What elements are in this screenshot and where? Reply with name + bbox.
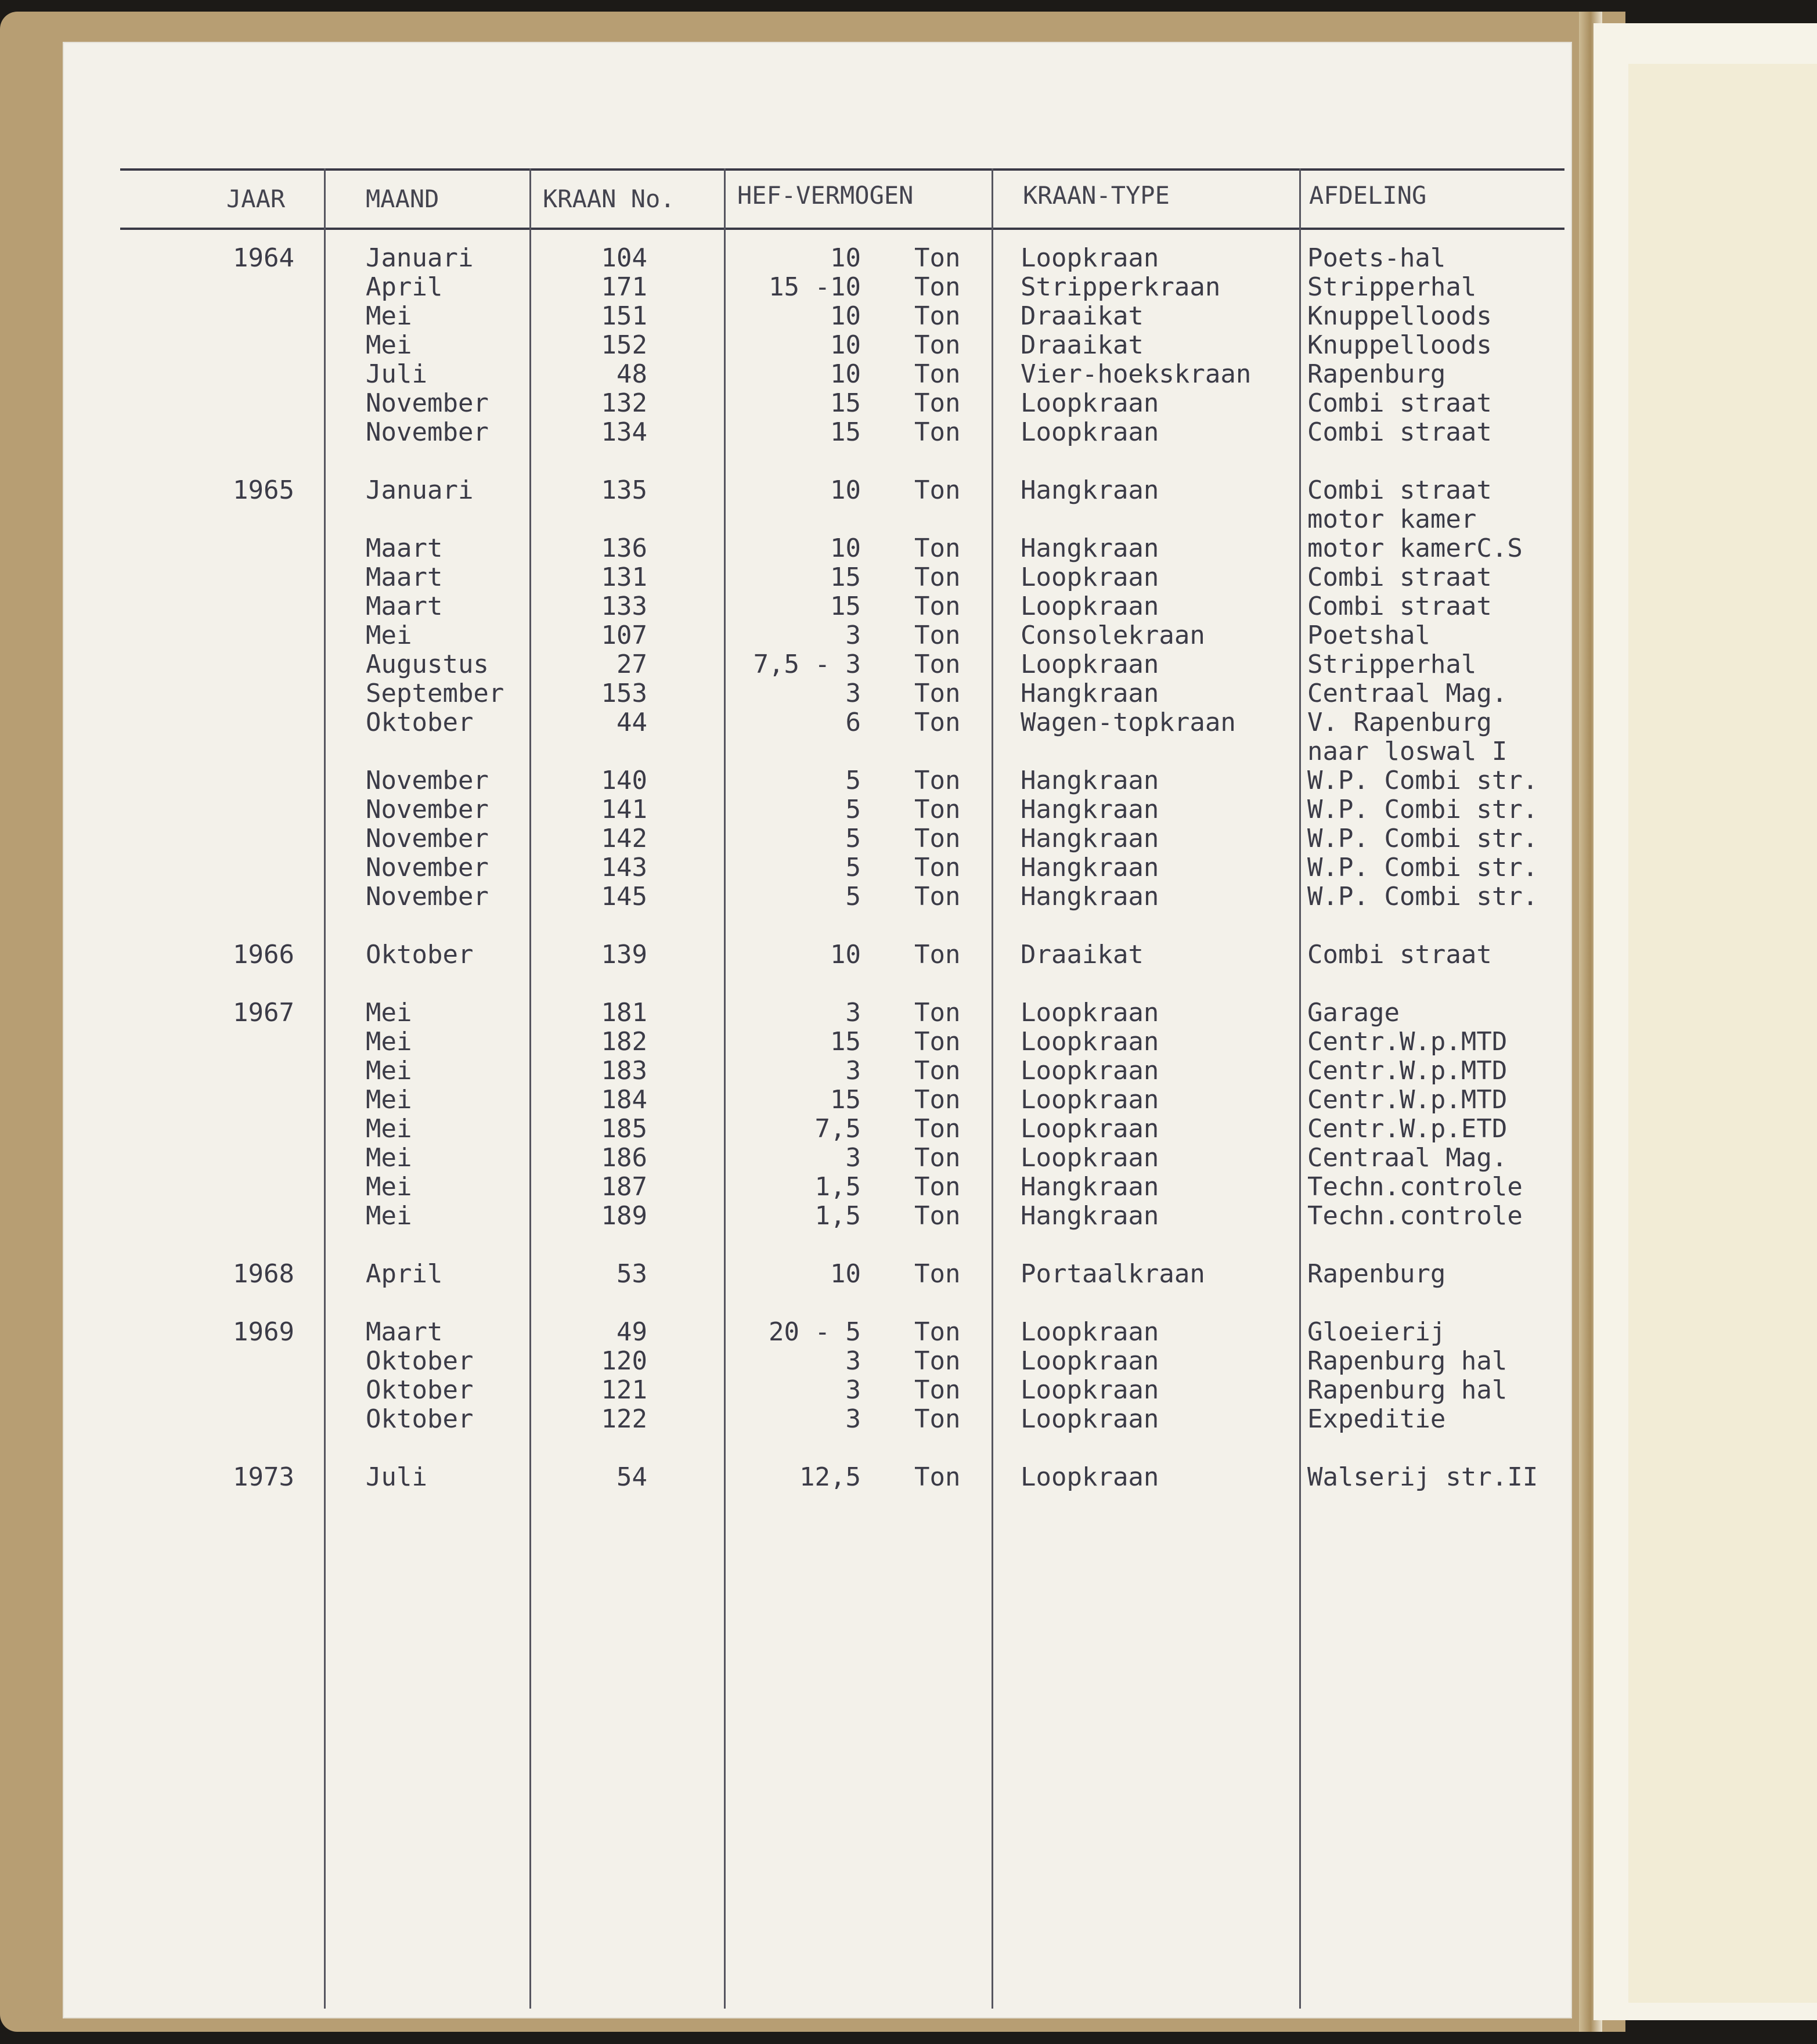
cell-crane-no: 107 [601, 621, 647, 650]
cell-month: Oktober [366, 708, 474, 737]
cell-unit: Ton [914, 940, 961, 969]
cell-unit: Ton [914, 1085, 961, 1115]
cell-crane-no: 53 [617, 1259, 647, 1289]
cell-unit: Ton [914, 824, 961, 853]
cell-capacity: 5 [845, 795, 861, 824]
cell-department: Centr.W.p.MTD [1307, 1056, 1508, 1086]
cell-crane-type: Loopkraan [1021, 1404, 1159, 1434]
cell-department: Centr.W.p.ETD [1307, 1114, 1508, 1144]
cell-capacity: 6 [845, 708, 861, 737]
cell-unit: Ton [914, 1201, 961, 1231]
cell-crane-type: Hangkraan [1021, 1201, 1159, 1231]
cell-crane-no: 141 [601, 795, 647, 824]
cell-unit: Ton [914, 1172, 961, 1202]
cell-crane-no: 145 [601, 882, 647, 911]
header-month: MAAND [366, 185, 439, 213]
cell-capacity: 5 [845, 824, 861, 853]
cell-month: Mei [366, 1056, 412, 1086]
cell-crane-type: Stripperkraan [1021, 272, 1221, 302]
cell-year: 1965 [233, 475, 294, 505]
cell-department: Poetshal [1307, 621, 1430, 650]
cell-year: 1966 [233, 940, 294, 969]
cell-month: Mei [366, 1114, 412, 1144]
cell-crane-no: 182 [601, 1027, 647, 1057]
cell-unit: Ton [914, 708, 961, 737]
cell-unit: Ton [914, 1462, 961, 1492]
cell-crane-type: Loopkraan [1021, 1317, 1159, 1347]
cell-unit: Ton [914, 475, 961, 505]
cell-unit: Ton [914, 1375, 961, 1405]
cell-department: Expeditie [1307, 1404, 1446, 1434]
cell-department: Garage [1307, 998, 1400, 1028]
cell-crane-type: Hangkraan [1021, 1172, 1159, 1202]
cell-capacity: 7,5 [814, 1114, 861, 1144]
cell-capacity: 7,5 - 3 [753, 650, 861, 679]
cell-capacity: 5 [845, 853, 861, 882]
cell-department: Gloeierij [1307, 1317, 1446, 1347]
cell-capacity: 1,5 [814, 1201, 861, 1231]
header-year: JAAR [226, 185, 286, 213]
cell-unit: Ton [914, 563, 961, 592]
cell-capacity: 10 [830, 940, 861, 969]
cell-department: Centraal Mag. [1307, 1143, 1508, 1173]
cell-crane-no: 120 [601, 1346, 647, 1376]
cell-month: Mei [366, 301, 412, 331]
cell-capacity: 3 [845, 679, 861, 708]
cell-capacity: 10 [830, 475, 861, 505]
cell-unit: Ton [914, 882, 961, 911]
cell-department: W.P. Combi str. [1307, 766, 1538, 795]
cell-unit: Ton [914, 272, 961, 302]
cell-crane-no: 131 [601, 563, 647, 592]
cell-department: Stripperhal [1307, 272, 1477, 302]
table-top-rule [120, 168, 1564, 171]
cell-department: Techn.controle [1307, 1172, 1523, 1202]
column-rule [992, 168, 993, 2009]
cell-crane-type: Hangkraan [1021, 824, 1159, 853]
cell-crane-no: 122 [601, 1404, 647, 1434]
cell-crane-type: Wagen-topkraan [1021, 708, 1236, 737]
column-rule [324, 168, 326, 2009]
cell-crane-no: 184 [601, 1085, 647, 1115]
cell-unit: Ton [914, 853, 961, 882]
cell-month: Oktober [366, 940, 474, 969]
cell-crane-type: Loopkraan [1021, 1346, 1159, 1376]
cell-department: Combi straat [1307, 940, 1492, 969]
cell-month: November [366, 882, 489, 911]
cell-crane-no: 189 [601, 1201, 647, 1231]
cell-crane-no: 121 [601, 1375, 647, 1405]
cell-crane-no: 151 [601, 301, 647, 331]
cell-unit: Ton [914, 1143, 961, 1173]
cell-year: 1967 [233, 998, 294, 1028]
cell-crane-type: Loopkraan [1021, 1056, 1159, 1086]
cell-year: 1973 [233, 1462, 294, 1492]
cell-month: Augustus [366, 650, 489, 679]
cell-crane-type: Vier-hoekskraan [1021, 359, 1252, 389]
cell-crane-type: Draaikat [1021, 330, 1144, 360]
cell-month: November [366, 388, 489, 418]
cell-unit: Ton [914, 243, 961, 273]
cell-month: Juli [366, 359, 427, 389]
cell-crane-type: Loopkraan [1021, 592, 1159, 621]
cell-crane-type: Loopkraan [1021, 998, 1159, 1028]
cell-month: November [366, 795, 489, 824]
header-crane-no: KRAAN No. [543, 185, 675, 213]
cell-department: W.P. Combi str. [1307, 795, 1538, 824]
cell-unit: Ton [914, 795, 961, 824]
cell-crane-type: Hangkraan [1021, 853, 1159, 882]
cell-crane-type: Hangkraan [1021, 795, 1159, 824]
cell-capacity: 15 [830, 592, 861, 621]
cell-crane-no: 135 [601, 475, 647, 505]
cell-month: Mei [366, 1172, 412, 1202]
cell-month: Mei [366, 1085, 412, 1115]
header-department: AFDELING [1309, 181, 1427, 210]
facing-page-insert [1628, 64, 1817, 2003]
cell-year: 1968 [233, 1259, 294, 1289]
cell-month: Mei [366, 1027, 412, 1057]
cell-crane-type: Loopkraan [1021, 563, 1159, 592]
cell-capacity: 3 [845, 1056, 861, 1086]
cell-unit: Ton [914, 1317, 961, 1347]
header-capacity: HEF-VERMOGEN [737, 181, 914, 210]
cell-crane-type: Draaikat [1021, 940, 1144, 969]
cell-crane-no: 171 [601, 272, 647, 302]
cell-crane-type: Consolekraan [1021, 621, 1205, 650]
cell-crane-no: 136 [601, 533, 647, 563]
cell-capacity: 3 [845, 1404, 861, 1434]
cell-crane-type: Hangkraan [1021, 679, 1159, 708]
cell-department: naar loswal I [1307, 737, 1508, 766]
cell-month: Oktober [366, 1346, 474, 1376]
cell-month: Mei [366, 330, 412, 360]
cell-capacity: 20 - 5 [769, 1317, 861, 1347]
cell-department: Combi straat [1307, 417, 1492, 447]
cell-crane-no: 134 [601, 417, 647, 447]
cell-unit: Ton [914, 330, 961, 360]
cell-capacity: 1,5 [814, 1172, 861, 1202]
cell-unit: Ton [914, 388, 961, 418]
cell-crane-no: 152 [601, 330, 647, 360]
cell-unit: Ton [914, 592, 961, 621]
cell-capacity: 10 [830, 301, 861, 331]
cell-crane-type: Hangkraan [1021, 533, 1159, 563]
cell-crane-no: 104 [601, 243, 647, 273]
cell-department: Techn.controle [1307, 1201, 1523, 1231]
cell-department: Combi straat [1307, 388, 1492, 418]
cell-unit: Ton [914, 1056, 961, 1086]
cell-crane-type: Loopkraan [1021, 243, 1159, 273]
cell-unit: Ton [914, 621, 961, 650]
cell-unit: Ton [914, 766, 961, 795]
cell-capacity: 15 [830, 1085, 861, 1115]
cell-capacity: 3 [845, 621, 861, 650]
cell-department: W.P. Combi str. [1307, 882, 1538, 911]
cell-month: Oktober [366, 1375, 474, 1405]
cell-month: Januari [366, 243, 474, 273]
cell-month: Oktober [366, 1404, 474, 1434]
cell-capacity: 10 [830, 1259, 861, 1289]
cell-crane-no: 185 [601, 1114, 647, 1144]
cell-year: 1969 [233, 1317, 294, 1347]
cell-crane-type: Loopkraan [1021, 1027, 1159, 1057]
cell-capacity: 15 [830, 388, 861, 418]
cell-crane-no: 132 [601, 388, 647, 418]
cell-department: motor kamerC.S [1307, 533, 1523, 563]
cell-month: Mei [366, 1143, 412, 1173]
cell-crane-no: 54 [617, 1462, 647, 1492]
cell-crane-no: 143 [601, 853, 647, 882]
cell-crane-no: 181 [601, 998, 647, 1028]
cell-department: Combi straat [1307, 475, 1492, 505]
cell-month: November [366, 766, 489, 795]
cell-capacity: 12,5 [799, 1462, 861, 1492]
cell-unit: Ton [914, 417, 961, 447]
cell-unit: Ton [914, 301, 961, 331]
cell-crane-type: Loopkraan [1021, 1114, 1159, 1144]
cell-capacity: 15 [830, 1027, 861, 1057]
cell-crane-no: 139 [601, 940, 647, 969]
cell-month: Maart [366, 563, 443, 592]
cell-department: Rapenburg hal [1307, 1375, 1508, 1405]
cell-department: W.P. Combi str. [1307, 853, 1538, 882]
cell-month: Maart [366, 533, 443, 563]
cell-crane-type: Loopkraan [1021, 1085, 1159, 1115]
cell-month: Mei [366, 1201, 412, 1231]
cell-department: Centr.W.p.MTD [1307, 1027, 1508, 1057]
cell-crane-no: 186 [601, 1143, 647, 1173]
cell-department: motor kamer [1307, 504, 1477, 534]
cell-month: Mei [366, 621, 412, 650]
cell-capacity: 15 -10 [769, 272, 861, 302]
cell-department: Rapenburg [1307, 1259, 1446, 1289]
cell-year: 1964 [233, 243, 294, 273]
cell-capacity: 3 [845, 1143, 861, 1173]
cell-month: Januari [366, 475, 474, 505]
cell-month: April [366, 272, 443, 302]
cell-crane-type: Hangkraan [1021, 475, 1159, 505]
cell-unit: Ton [914, 998, 961, 1028]
cell-department: Combi straat [1307, 563, 1492, 592]
cell-capacity: 5 [845, 766, 861, 795]
cell-capacity: 15 [830, 563, 861, 592]
cell-unit: Ton [914, 679, 961, 708]
cell-month: November [366, 853, 489, 882]
cell-capacity: 10 [830, 243, 861, 273]
column-rule [1299, 168, 1301, 2009]
cell-department: Rapenburg hal [1307, 1346, 1508, 1376]
cell-department: Knuppelloods [1307, 330, 1492, 360]
column-rule [724, 168, 726, 2009]
cell-crane-no: 48 [617, 359, 647, 389]
column-rule [529, 168, 531, 2009]
cell-department: Walserij str.II [1307, 1462, 1538, 1492]
cell-department: Rapenburg [1307, 359, 1446, 389]
cell-unit: Ton [914, 533, 961, 563]
cell-department: Poets-hal [1307, 243, 1446, 273]
cell-department: Centr.W.p.MTD [1307, 1085, 1508, 1115]
cell-month: September [366, 679, 504, 708]
cell-department: V. Rapenburg [1307, 708, 1492, 737]
cell-month: Maart [366, 592, 443, 621]
cell-department: Stripperhal [1307, 650, 1477, 679]
cell-department: W.P. Combi str. [1307, 824, 1538, 853]
cell-crane-no: 49 [617, 1317, 647, 1347]
cell-crane-no: 44 [617, 708, 647, 737]
cell-crane-no: 142 [601, 824, 647, 853]
cell-crane-type: Hangkraan [1021, 766, 1159, 795]
cell-crane-type: Loopkraan [1021, 388, 1159, 418]
cell-crane-type: Portaalkraan [1021, 1259, 1205, 1289]
cell-capacity: 15 [830, 417, 861, 447]
cell-crane-type: Loopkraan [1021, 1462, 1159, 1492]
cell-month: Mei [366, 998, 412, 1028]
cell-crane-no: 140 [601, 766, 647, 795]
cell-month: April [366, 1259, 443, 1289]
cell-crane-no: 133 [601, 592, 647, 621]
cell-unit: Ton [914, 1114, 961, 1144]
cell-capacity: 10 [830, 330, 861, 360]
cell-capacity: 3 [845, 998, 861, 1028]
cell-crane-type: Loopkraan [1021, 417, 1159, 447]
cell-crane-type: Loopkraan [1021, 1143, 1159, 1173]
cell-crane-no: 183 [601, 1056, 647, 1086]
cell-month: Juli [366, 1462, 427, 1492]
cell-crane-no: 27 [617, 650, 647, 679]
cell-crane-type: Draaikat [1021, 301, 1144, 331]
cell-capacity: 10 [830, 359, 861, 389]
cell-crane-type: Loopkraan [1021, 650, 1159, 679]
cell-month: November [366, 417, 489, 447]
cell-capacity: 5 [845, 882, 861, 911]
cell-unit: Ton [914, 359, 961, 389]
cell-capacity: 3 [845, 1375, 861, 1405]
cell-crane-type: Hangkraan [1021, 882, 1159, 911]
cell-unit: Ton [914, 1027, 961, 1057]
cell-unit: Ton [914, 650, 961, 679]
cell-capacity: 3 [845, 1346, 861, 1376]
cell-department: Knuppelloods [1307, 301, 1492, 331]
cell-department: Centraal Mag. [1307, 679, 1508, 708]
cell-capacity: 10 [830, 533, 861, 563]
cell-department: Combi straat [1307, 592, 1492, 621]
facing-page [1594, 23, 1817, 2020]
cell-crane-no: 153 [601, 679, 647, 708]
cell-unit: Ton [914, 1259, 961, 1289]
header-crane-type: KRAAN-TYPE [1023, 181, 1170, 210]
cell-unit: Ton [914, 1404, 961, 1434]
cell-month: Maart [366, 1317, 443, 1347]
cell-crane-type: Loopkraan [1021, 1375, 1159, 1405]
cell-month: November [366, 824, 489, 853]
table-header-rule [120, 228, 1564, 230]
cell-unit: Ton [914, 1346, 961, 1376]
cell-crane-no: 187 [601, 1172, 647, 1202]
